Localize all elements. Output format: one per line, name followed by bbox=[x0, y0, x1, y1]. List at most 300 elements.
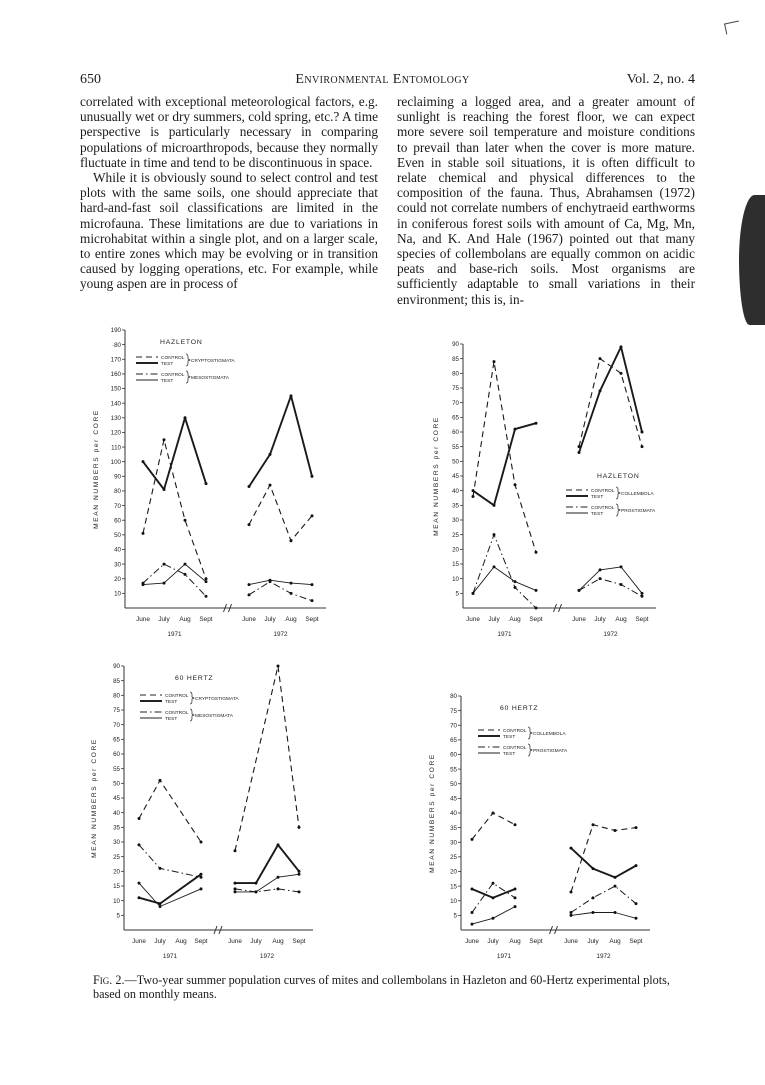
y-tick-label: 40 bbox=[452, 487, 459, 495]
data-point bbox=[599, 577, 602, 580]
data-point bbox=[184, 519, 187, 522]
data-point bbox=[138, 882, 141, 885]
data-point bbox=[311, 583, 314, 586]
y-tick-label: 35 bbox=[113, 824, 120, 832]
series-1 bbox=[472, 357, 644, 554]
chart-title: HAZLETON bbox=[597, 473, 640, 480]
data-point bbox=[635, 864, 638, 867]
legend-brace bbox=[528, 744, 532, 756]
data-point bbox=[635, 917, 638, 920]
legend-group-label: MESOSTIGMATA bbox=[191, 376, 229, 381]
data-point bbox=[578, 589, 581, 592]
data-point bbox=[471, 911, 474, 914]
legend-brace bbox=[616, 487, 620, 499]
legend-label: TEST bbox=[591, 495, 604, 500]
series-line bbox=[571, 913, 636, 919]
legend-label: CONTROL bbox=[165, 694, 189, 699]
y-tick-label: 50 bbox=[452, 458, 459, 466]
chart-title: 60 HERTZ bbox=[175, 675, 214, 682]
data-point bbox=[599, 568, 602, 571]
data-point bbox=[205, 482, 208, 485]
page-number: 650 bbox=[80, 72, 101, 87]
legend-label: CONTROL bbox=[503, 746, 527, 751]
y-tick-label: 25 bbox=[450, 854, 457, 862]
y-tick-label: 25 bbox=[113, 853, 120, 861]
x-tick-label: Aug bbox=[272, 938, 284, 945]
caption-text: —Two-year summer population curves of mites and collembolans in Hazleton and 60-Hertz experimental plots, based on monthly means. bbox=[93, 973, 670, 1001]
data-point bbox=[142, 583, 145, 586]
y-tick-label: 50 bbox=[450, 780, 457, 788]
series-line bbox=[472, 813, 515, 839]
data-point bbox=[570, 890, 573, 893]
legend bbox=[478, 727, 568, 757]
data-point bbox=[535, 607, 538, 610]
legend bbox=[136, 354, 235, 384]
x-tick-label: July bbox=[158, 616, 170, 623]
legend bbox=[140, 692, 239, 722]
data-point bbox=[472, 489, 475, 492]
y-tick-label: 170 bbox=[110, 356, 121, 364]
data-point bbox=[200, 841, 203, 844]
data-point bbox=[311, 514, 314, 517]
data-point bbox=[570, 914, 573, 917]
y-tick-label: 30 bbox=[114, 561, 121, 569]
data-point bbox=[592, 896, 595, 899]
series-line bbox=[235, 845, 299, 883]
y-tick-label: 70 bbox=[452, 399, 459, 407]
data-point bbox=[311, 599, 314, 602]
y-tick-label: 100 bbox=[110, 458, 121, 466]
data-point bbox=[248, 523, 251, 526]
data-point bbox=[277, 843, 280, 846]
data-point bbox=[570, 911, 573, 914]
data-point bbox=[535, 551, 538, 554]
y-tick-label: 55 bbox=[113, 765, 120, 773]
y-tick-label: 150 bbox=[110, 385, 121, 393]
x-tick-label: Aug bbox=[509, 616, 521, 623]
legend-label: CONTROL bbox=[591, 489, 615, 494]
legend-brace bbox=[190, 709, 194, 721]
legend bbox=[566, 487, 656, 517]
data-point bbox=[614, 885, 617, 888]
data-point bbox=[493, 360, 496, 363]
series-line bbox=[139, 780, 201, 842]
y-tick-label: 140 bbox=[110, 400, 121, 408]
legend-group-label: MESOSTIGMATA bbox=[195, 714, 233, 719]
legend-label: TEST bbox=[165, 717, 178, 722]
y-tick-label: 65 bbox=[450, 737, 457, 745]
data-point bbox=[614, 876, 617, 879]
legend-label: CONTROL bbox=[165, 711, 189, 716]
data-point bbox=[492, 896, 495, 899]
series-3 bbox=[472, 533, 644, 609]
series-2 bbox=[142, 394, 314, 491]
journal-title: Environmental Entomology bbox=[295, 72, 470, 87]
x-tick-label: Sept bbox=[629, 938, 643, 945]
x-tick-label: Sept bbox=[199, 616, 213, 623]
data-point bbox=[269, 484, 272, 487]
data-point bbox=[514, 483, 517, 486]
data-point bbox=[248, 593, 251, 596]
data-point bbox=[159, 905, 162, 908]
legend-label: TEST bbox=[503, 735, 516, 740]
y-tick-label: 75 bbox=[450, 707, 457, 715]
data-point bbox=[535, 422, 538, 425]
data-point bbox=[290, 592, 293, 595]
chart-title: HAZLETON bbox=[160, 339, 203, 346]
series-line bbox=[249, 580, 312, 584]
data-point bbox=[514, 905, 517, 908]
paragraph: While it is obviously sound to select control and test plots with the same soils, one should appreciate that hard-and-fast soil classifications are limited in the microfauna. These limitations are due to variations in microhabitat within a single plot, and on a larger scale, to entire zones which may be evolving or in transition caused by logging operations, etc. For example, while young aspen are in process of bbox=[80, 170, 378, 292]
data-point bbox=[234, 890, 237, 893]
series-line bbox=[143, 418, 206, 490]
legend-group-label: COLLEMBOLA bbox=[621, 492, 654, 497]
data-point bbox=[298, 870, 301, 873]
y-tick-label: 70 bbox=[450, 722, 457, 730]
data-point bbox=[269, 453, 272, 456]
x-tick-label: July bbox=[487, 938, 499, 945]
y-tick-label: 15 bbox=[452, 561, 459, 569]
data-point bbox=[248, 583, 251, 586]
x-tick-label: Aug bbox=[175, 938, 187, 945]
y-tick-label: 10 bbox=[113, 897, 120, 905]
x-tick-label: Sept bbox=[194, 938, 208, 945]
data-point bbox=[472, 495, 475, 498]
legend-brace bbox=[190, 692, 194, 704]
legend-label: TEST bbox=[161, 362, 174, 367]
data-point bbox=[138, 896, 141, 899]
y-tick-label: 15 bbox=[113, 883, 120, 891]
data-point bbox=[514, 896, 517, 899]
y-tick-label: 45 bbox=[452, 473, 459, 481]
x-tick-label: Sept bbox=[635, 616, 649, 623]
data-point bbox=[599, 357, 602, 360]
data-point bbox=[184, 416, 187, 419]
data-point bbox=[277, 887, 280, 890]
data-point bbox=[471, 838, 474, 841]
data-point bbox=[159, 779, 162, 782]
series-1 bbox=[142, 438, 314, 580]
data-point bbox=[471, 923, 474, 926]
legend-label: TEST bbox=[503, 752, 516, 757]
data-point bbox=[163, 563, 166, 566]
series-2 bbox=[472, 345, 644, 506]
data-point bbox=[255, 882, 258, 885]
x-tick-label: Aug bbox=[615, 616, 627, 623]
x-tick-label: June bbox=[132, 938, 146, 945]
y-tick-label: 80 bbox=[450, 693, 457, 701]
x-tick-label: June bbox=[242, 616, 256, 623]
y-tick-label: 40 bbox=[113, 809, 120, 817]
y-axis-label: MEAN NUMBERS per CORE bbox=[429, 753, 436, 873]
year-label: 1971 bbox=[162, 953, 178, 960]
y-tick-label: 190 bbox=[110, 327, 121, 335]
y-tick-label: 70 bbox=[113, 721, 120, 729]
scan-edge-shadow bbox=[739, 195, 765, 325]
legend-brace bbox=[528, 727, 532, 739]
data-point bbox=[641, 595, 644, 598]
legend-label: CONTROL bbox=[503, 729, 527, 734]
data-point bbox=[298, 826, 301, 829]
series-line bbox=[473, 567, 536, 593]
data-point bbox=[163, 488, 166, 491]
data-point bbox=[234, 887, 237, 890]
series-1 bbox=[138, 665, 301, 853]
y-tick-label: 40 bbox=[450, 810, 457, 818]
data-point bbox=[298, 873, 301, 876]
data-point bbox=[620, 345, 623, 348]
data-point bbox=[641, 445, 644, 448]
data-point bbox=[514, 888, 517, 891]
y-tick-label: 70 bbox=[114, 502, 121, 510]
y-tick-label: 120 bbox=[110, 429, 121, 437]
y-tick-label: 15 bbox=[450, 883, 457, 891]
x-tick-label: July bbox=[488, 616, 500, 623]
data-point bbox=[290, 582, 293, 585]
series-line bbox=[249, 396, 312, 487]
data-point bbox=[234, 882, 237, 885]
series-4 bbox=[472, 565, 644, 594]
y-tick-label: 25 bbox=[452, 531, 459, 539]
x-tick-label: July bbox=[594, 616, 606, 623]
y-tick-label: 30 bbox=[450, 839, 457, 847]
y-tick-label: 5 bbox=[116, 912, 120, 920]
data-point bbox=[514, 580, 517, 583]
series-3 bbox=[138, 843, 301, 893]
y-tick-label: 90 bbox=[114, 473, 121, 481]
data-point bbox=[184, 573, 187, 576]
legend-brace bbox=[186, 354, 190, 366]
x-tick-label: July bbox=[250, 938, 262, 945]
data-point bbox=[205, 580, 208, 583]
data-point bbox=[234, 849, 237, 852]
data-point bbox=[635, 902, 638, 905]
data-point bbox=[635, 826, 638, 829]
y-tick-label: 90 bbox=[452, 341, 459, 349]
x-tick-label: Sept bbox=[529, 938, 543, 945]
y-tick-label: 20 bbox=[450, 868, 457, 876]
data-point bbox=[205, 577, 208, 580]
series-2 bbox=[471, 847, 638, 900]
x-tick-label: Aug bbox=[285, 616, 297, 623]
data-point bbox=[142, 532, 145, 535]
data-point bbox=[535, 589, 538, 592]
y-tick-label: 80 bbox=[113, 692, 120, 700]
series-line bbox=[473, 362, 536, 553]
data-point bbox=[514, 586, 517, 589]
data-point bbox=[277, 876, 280, 879]
data-point bbox=[311, 475, 314, 478]
y-axis-label: MEAN NUMBERS per CORE bbox=[433, 416, 440, 536]
series-line bbox=[235, 666, 299, 851]
data-point bbox=[138, 843, 141, 846]
legend-label: CONTROL bbox=[161, 373, 185, 378]
series-line bbox=[579, 567, 642, 593]
y-tick-label: 65 bbox=[452, 414, 459, 422]
series-3 bbox=[471, 882, 638, 914]
series-2 bbox=[138, 843, 301, 905]
y-tick-label: 80 bbox=[114, 488, 121, 496]
data-point bbox=[493, 533, 496, 536]
data-point bbox=[163, 438, 166, 441]
year-label: 1972 bbox=[596, 953, 611, 960]
legend-brace bbox=[186, 371, 190, 383]
y-tick-label: 10 bbox=[452, 575, 459, 583]
data-point bbox=[200, 876, 203, 879]
y-axis-label: MEAN NUMBERS per CORE bbox=[91, 738, 98, 858]
x-tick-label: Sept bbox=[292, 938, 306, 945]
paragraph: reclaiming a logged area, and a greater amount of sunlight is reaching the forest floor, we can expect more severe soil temperature and moisture conditions to prevail than later when the cover is more mature. Even in stable soil situations, it is often difficult to relate chemical and physical differences to the composition of the fauna. Thus, Abrahamsen (1972) could not correlate numbers of enchytraeid earthworms in coniferous forest soils with amount of Ca, Mg, Mn, Na, and K. And Hale (1967) pointed out that many species of collembolans are equally common on acidic peats and base-rich soils. Most organisms are sufficiently adaptable to small variations in their environment; this is, in- bbox=[397, 94, 695, 307]
series-line bbox=[143, 440, 206, 579]
data-point bbox=[205, 595, 208, 598]
y-tick-label: 85 bbox=[113, 677, 120, 685]
chart-panel-2 bbox=[433, 341, 656, 638]
y-tick-label: 130 bbox=[110, 414, 121, 422]
data-point bbox=[200, 887, 203, 890]
data-point bbox=[269, 579, 272, 582]
series-line bbox=[249, 582, 312, 601]
series-line bbox=[143, 564, 206, 585]
legend-group-label: CRYPTOSTIGMATA bbox=[195, 697, 239, 702]
y-tick-label: 45 bbox=[450, 795, 457, 803]
year-label: 1971 bbox=[497, 631, 512, 638]
series-4 bbox=[471, 905, 638, 926]
y-tick-label: 45 bbox=[113, 795, 120, 803]
data-point bbox=[592, 911, 595, 914]
series-line bbox=[143, 564, 206, 596]
y-tick-label: 30 bbox=[452, 517, 459, 525]
x-tick-label: June bbox=[228, 938, 242, 945]
legend-group-label: PROSTIGMATA bbox=[621, 509, 656, 514]
data-point bbox=[471, 888, 474, 891]
data-point bbox=[142, 460, 145, 463]
year-label: 1972 bbox=[273, 631, 288, 638]
y-tick-label: 75 bbox=[452, 385, 459, 393]
x-tick-label: July bbox=[154, 938, 166, 945]
data-point bbox=[514, 428, 517, 431]
figure-caption bbox=[93, 973, 693, 1001]
data-point bbox=[620, 583, 623, 586]
data-point bbox=[290, 394, 293, 397]
series-line bbox=[249, 485, 312, 541]
series-line bbox=[472, 907, 515, 925]
data-point bbox=[248, 485, 251, 488]
y-axis-label: MEAN NUMBERS per CORE bbox=[93, 409, 100, 529]
x-tick-label: June bbox=[564, 938, 578, 945]
series-line bbox=[473, 535, 536, 608]
data-point bbox=[599, 389, 602, 392]
y-tick-label: 10 bbox=[450, 897, 457, 905]
y-tick-label: 10 bbox=[114, 590, 121, 598]
x-tick-label: Aug bbox=[609, 938, 621, 945]
data-point bbox=[614, 911, 617, 914]
legend-label: TEST bbox=[165, 700, 178, 705]
data-point bbox=[159, 867, 162, 870]
x-tick-label: Sept bbox=[529, 616, 543, 623]
data-point bbox=[592, 867, 595, 870]
y-tick-label: 65 bbox=[113, 736, 120, 744]
data-point bbox=[592, 823, 595, 826]
year-label: 1972 bbox=[603, 631, 618, 638]
x-tick-label: Aug bbox=[179, 616, 191, 623]
chart-panel-3 bbox=[91, 663, 313, 960]
y-tick-label: 60 bbox=[114, 517, 121, 525]
data-point bbox=[255, 890, 258, 893]
y-tick-label: 50 bbox=[113, 780, 120, 788]
y-tick-label: 20 bbox=[113, 868, 120, 876]
y-tick-label: 35 bbox=[452, 502, 459, 510]
data-point bbox=[620, 372, 623, 375]
chart-panel-4 bbox=[429, 693, 650, 960]
y-tick-label: 5 bbox=[453, 912, 457, 920]
data-point bbox=[514, 823, 517, 826]
y-tick-label: ·80 bbox=[112, 341, 121, 349]
x-tick-label: July bbox=[587, 938, 599, 945]
data-point bbox=[163, 582, 166, 585]
legend-label: TEST bbox=[161, 379, 174, 384]
series-line bbox=[579, 359, 642, 447]
y-tick-label: 5 bbox=[455, 590, 459, 598]
y-tick-label: 20 bbox=[114, 575, 121, 583]
series-line bbox=[139, 845, 201, 877]
legend-group-label: PROSTIGMATA bbox=[533, 749, 568, 754]
series-line bbox=[579, 347, 642, 453]
series-line bbox=[571, 886, 636, 912]
data-point bbox=[298, 890, 301, 893]
data-point bbox=[138, 817, 141, 820]
data-point bbox=[472, 592, 475, 595]
data-point bbox=[184, 563, 187, 566]
year-label: 1971 bbox=[496, 953, 512, 960]
legend-label: TEST bbox=[591, 512, 604, 517]
series-1 bbox=[471, 812, 638, 894]
legend-group-label: COLLEMBOLA bbox=[533, 732, 566, 737]
paragraph: correlated with exceptional meteorological factors, e.g. unusually wet or dry summers, cold spring, etc.? A time perspective is particularly necessary in comparing populations of microarthropods, because they normally fluctuate in time and tend to be discontinuous in space. bbox=[80, 94, 378, 170]
y-tick-label: 60 bbox=[452, 429, 459, 437]
y-tick-label: 75 bbox=[113, 707, 120, 715]
y-tick-label: 60 bbox=[450, 751, 457, 759]
chart-title: 60 HERTZ bbox=[500, 705, 539, 712]
volume-info: Vol. 2, no. 4 bbox=[626, 72, 695, 87]
y-tick-label: 90 bbox=[113, 663, 120, 671]
data-point bbox=[492, 882, 495, 885]
legend-group-label: CRYPTOSTIGMATA bbox=[191, 359, 235, 364]
data-point bbox=[570, 847, 573, 850]
x-tick-label: June bbox=[136, 616, 150, 623]
chart-panel-1 bbox=[93, 327, 326, 638]
y-tick-label: 30 bbox=[113, 839, 120, 847]
y-tick-label: 55 bbox=[450, 766, 457, 774]
data-point bbox=[493, 565, 496, 568]
data-point bbox=[492, 812, 495, 815]
y-tick-label: 20 bbox=[452, 546, 459, 554]
y-tick-label: 160 bbox=[110, 371, 121, 379]
y-tick-label: 35 bbox=[450, 824, 457, 832]
data-point bbox=[200, 873, 203, 876]
data-point bbox=[578, 451, 581, 454]
data-point bbox=[277, 665, 280, 668]
y-tick-label: 80 bbox=[452, 370, 459, 378]
y-tick-label: 55 bbox=[452, 443, 459, 451]
data-point bbox=[493, 504, 496, 507]
data-point bbox=[641, 431, 644, 434]
year-label: 1972 bbox=[259, 953, 275, 960]
y-tick-label: 40 bbox=[114, 546, 121, 554]
x-tick-label: June bbox=[465, 938, 479, 945]
x-tick-label: June bbox=[572, 616, 586, 623]
y-tick-label: 110 bbox=[111, 444, 121, 452]
y-tick-label: 60 bbox=[113, 751, 120, 759]
